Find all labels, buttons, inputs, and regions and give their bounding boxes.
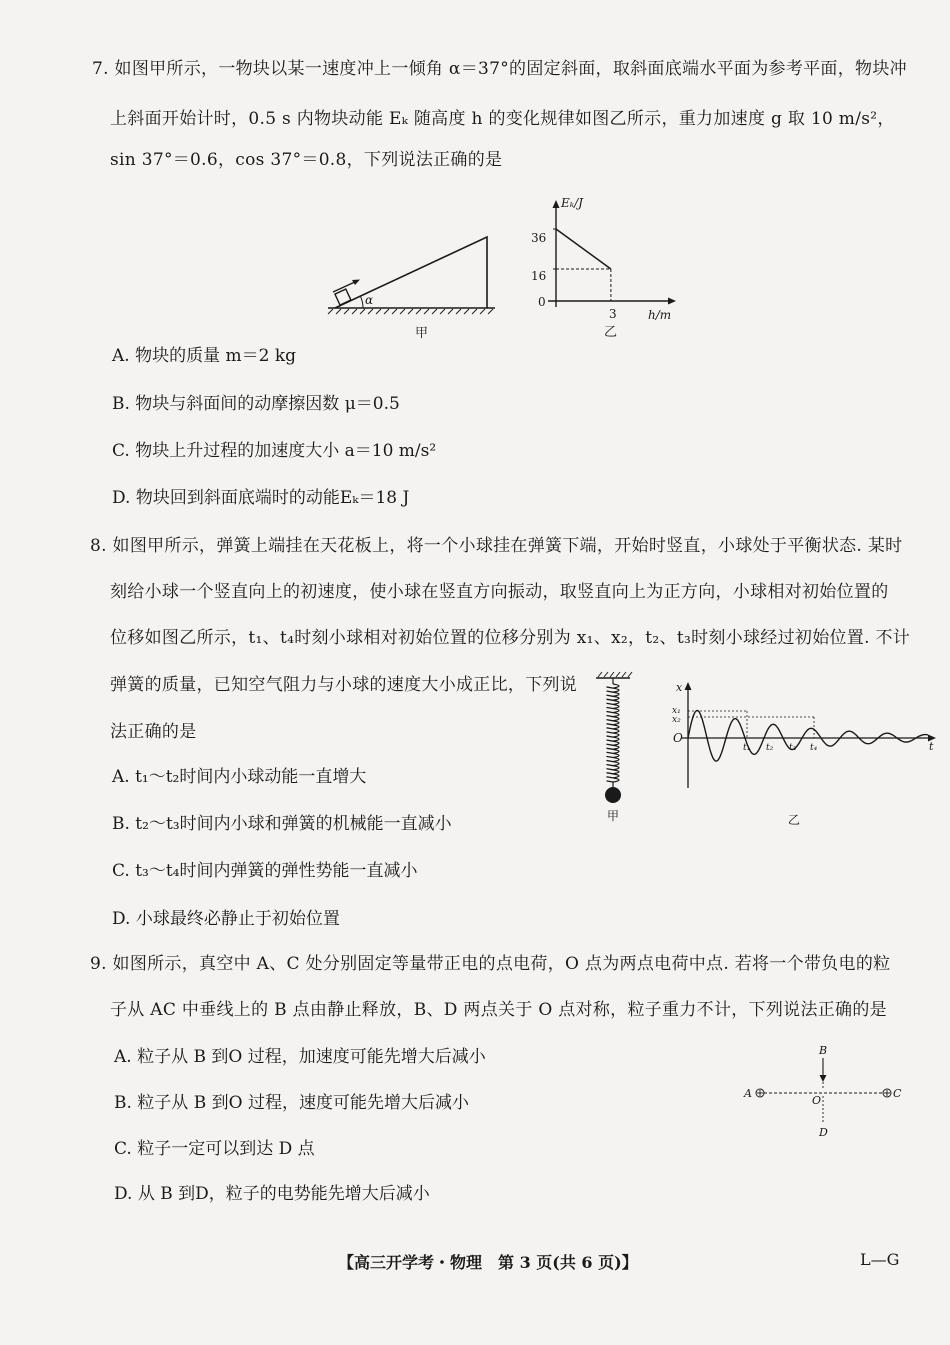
y-axis-label: x bbox=[676, 681, 683, 694]
caption-jia: 甲 bbox=[415, 326, 429, 341]
q7-option-d[interactable]: D. 物块回到斜面底端时的动能Eₖ＝18 J bbox=[112, 488, 410, 508]
q7-option-a[interactable]: A. 物块的质量 m＝2 kg bbox=[112, 346, 297, 366]
x-axis-arrowhead bbox=[668, 298, 676, 305]
q8-stem-line-2: 刻给小球一个竖直向上的初速度，使小球在竖直方向振动，取竖直向上为正方向，小球相对初始位置的 bbox=[110, 582, 889, 602]
q9-figure-charges bbox=[740, 1040, 910, 1145]
y-tick-label-36: 36 bbox=[531, 231, 547, 245]
label-B: B bbox=[819, 1044, 828, 1057]
ground-hatching bbox=[328, 309, 493, 314]
x2-label: x₂ bbox=[672, 715, 681, 725]
q8-stem-line-3: 位移如图乙所示，t₁、t₄时刻小球相对初始位置的位移分别为 x₁、x₂，t₂、t₃时刻小球经过初始位置. 不计 bbox=[110, 628, 911, 648]
q8-stem-line-4: 弹簧的质量，已知空气阻力与小球的速度大小成正比，下列说 bbox=[110, 675, 578, 695]
x1-label: x₁ bbox=[672, 706, 681, 716]
origin-label: 0 bbox=[538, 295, 546, 309]
q8-option-d[interactable]: D. 小球最终必静止于初始位置 bbox=[112, 909, 340, 929]
q8-option-c[interactable]: C. t₃～t₄时间内弹簧的弹性势能一直减小 bbox=[112, 861, 418, 881]
x-axis-label: t bbox=[929, 740, 934, 753]
q7-stem-line-1: 7. 如图甲所示，一物块以某一速度冲上一倾角 α＝37°的固定斜面，取斜面底端水平面为参考平面，物块冲 bbox=[92, 59, 907, 79]
label-O: O bbox=[812, 1094, 822, 1107]
q9-option-a[interactable]: A. 粒子从 B 到O 过程，加速度可能先增大后减小 bbox=[114, 1047, 486, 1067]
q7-figure-jia-incline bbox=[325, 225, 500, 345]
x-tick-label-3: 3 bbox=[609, 307, 617, 321]
q7-figure-yi-chart bbox=[520, 192, 690, 342]
footer-page-info: 【高三开学考・物理 第 3 页(共 6 页)】 bbox=[338, 1253, 638, 1272]
q9-option-d[interactable]: D. 从 B 到D，粒子的电势能先增大后减小 bbox=[114, 1184, 430, 1204]
t3-label: t₃ bbox=[789, 743, 797, 753]
q8-option-b[interactable]: B. t₂～t₃时间内小球和弹簧的机械能一直减小 bbox=[112, 814, 452, 834]
origin-label: O bbox=[673, 731, 683, 745]
q9-stem-line-2: 子从 AC 中垂线上的 B 点由静止释放，B、D 两点关于 O 点对称，粒子重力不计，下列说法正确的是 bbox=[110, 1000, 887, 1020]
y-axis-arrowhead bbox=[553, 200, 560, 208]
incline-triangle bbox=[335, 237, 487, 308]
q7-stem-line-2: 上斜面开始计时，0.5 s 内物块动能 Eₖ 随高度 h 的变化规律如图乙所示，重力加速度 g 取 10 m/s²， bbox=[110, 109, 895, 129]
angle-label: α bbox=[365, 293, 374, 307]
q8-option-a[interactable]: A. t₁～t₂时间内小球动能一直增大 bbox=[112, 767, 367, 787]
q8-figure-yi-oscillation bbox=[668, 676, 948, 836]
q9-option-c[interactable]: C. 粒子一定可以到达 D 点 bbox=[114, 1139, 315, 1159]
t2-label: t₂ bbox=[766, 743, 774, 753]
angle-arc bbox=[360, 296, 363, 308]
ek-data-line bbox=[556, 229, 611, 269]
ceiling-hatching bbox=[598, 672, 632, 677]
label-D: D bbox=[819, 1126, 828, 1139]
x-axis-label: h/m bbox=[648, 308, 672, 322]
label-C: C bbox=[893, 1087, 902, 1100]
label-A: A bbox=[744, 1087, 752, 1100]
b-to-o-arrowhead bbox=[820, 1075, 827, 1082]
caption-yi: 乙 bbox=[604, 325, 618, 340]
q7-stem-line-3: sin 37°＝0.6，cos 37°＝0.8，下列说法正确的是 bbox=[110, 150, 503, 170]
q8-stem-line-5: 法正确的是 bbox=[110, 722, 197, 742]
q8-stem-line-1: 8. 如图甲所示，弹簧上端挂在天花板上，将一个小球挂在弹簧下端，开始时竖直，小球处于平衡状态. 某时 bbox=[90, 536, 903, 556]
spring-coil bbox=[607, 684, 619, 782]
q9-stem-line-1: 9. 如图所示，真空中 A、C 处分别固定等量带正电的点电荷，O 点为两点电荷中点. 若将一个带负电的粒 bbox=[90, 954, 891, 974]
q7-option-c[interactable]: C. 物块上升过程的加速度大小 a＝10 m/s² bbox=[112, 441, 437, 461]
caption-jia-8: 甲 bbox=[607, 809, 620, 823]
oscillation-curve bbox=[688, 711, 928, 762]
caption-yi-8: 乙 bbox=[788, 813, 801, 827]
q8-figure-jia-spring bbox=[590, 670, 640, 830]
t4-label: t₄ bbox=[810, 743, 818, 753]
block bbox=[335, 289, 351, 305]
q7-option-b[interactable]: B. 物块与斜面间的动摩擦因数 μ＝0.5 bbox=[112, 394, 400, 414]
y-tick-label-16: 16 bbox=[531, 269, 547, 283]
y-axis-label: Eₖ/J bbox=[561, 196, 583, 210]
footer-code: L—G bbox=[860, 1250, 900, 1269]
ball bbox=[605, 787, 621, 803]
y-axis-arrowhead bbox=[685, 682, 692, 690]
q9-option-b[interactable]: B. 粒子从 B 到O 过程，速度可能先增大后减小 bbox=[114, 1093, 469, 1113]
t1-label: t₁ bbox=[743, 743, 751, 753]
